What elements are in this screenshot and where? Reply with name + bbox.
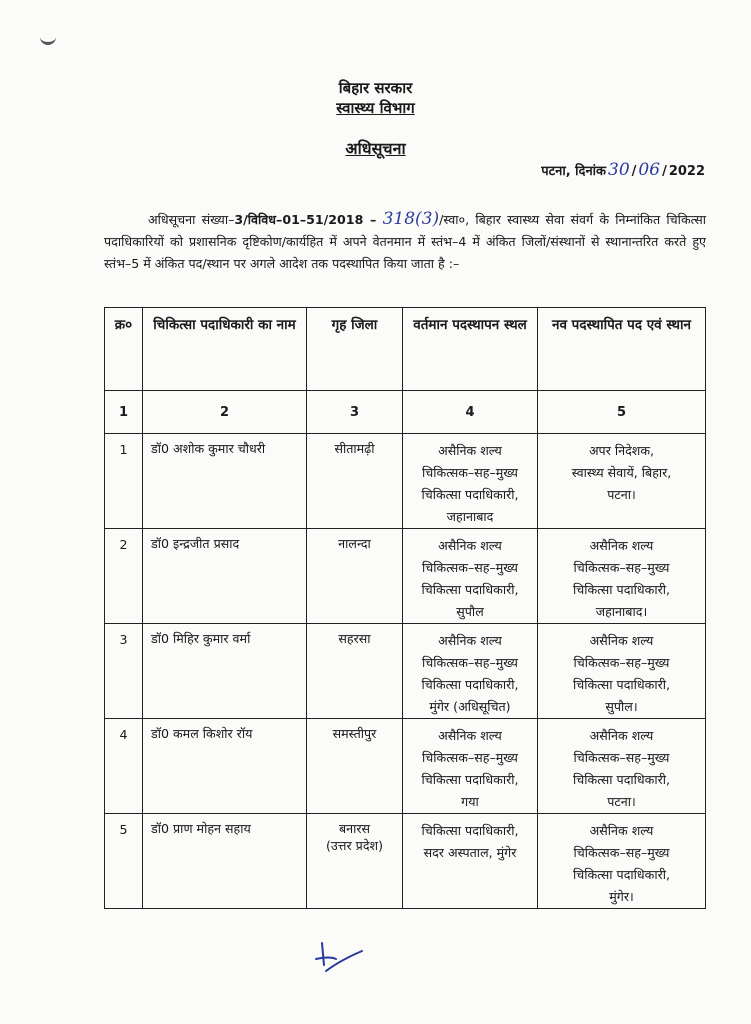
transfer-table [104, 307, 706, 909]
col-number: 1 [105, 391, 143, 434]
cell-new-posting-line: असैनिक शल्य [589, 633, 654, 648]
col-number: 4 [403, 391, 538, 434]
cell-new-posting-line: मुंगेर। [609, 889, 634, 904]
cell-current-posting [403, 624, 538, 719]
handwritten-number: 318(3) [382, 209, 440, 229]
cell-current-posting-line: सुपौल [456, 604, 484, 619]
header-sn: क्र० [105, 308, 143, 391]
ink-blot [40, 30, 56, 45]
date-day: 30 [608, 160, 630, 180]
dept-title: स्वास्थ्य विभाग [336, 99, 415, 117]
cell-home-district [307, 624, 403, 719]
cell-current-posting-line: चिकित्सक–सह–मुख्य [422, 560, 518, 575]
cell-current-posting [403, 529, 538, 624]
cell-current-posting-line: असैनिक शल्य [438, 728, 502, 743]
cell-sn: 5 [105, 814, 143, 909]
notice-number: 3/विविध–01–51/2018 – [234, 212, 377, 227]
col-number: 2 [143, 391, 307, 434]
cell-current-posting-line: मुंगेर (अधिसूचित) [429, 699, 511, 714]
table-header-row [105, 308, 706, 391]
table-row [105, 719, 706, 814]
cell-new-posting-line: असैनिक शल्य [589, 823, 654, 838]
cell-new-posting-line: सुपौल। [605, 699, 638, 714]
cell-home-district-line: बनारस [338, 821, 371, 836]
cell-new-posting [538, 434, 706, 529]
cell-home-district-line: समस्तीपुर [332, 726, 377, 741]
cell-sn: 1 [105, 434, 143, 529]
cell-officer-name: डॉ0 मिहिर कुमार वर्मा [143, 624, 307, 719]
cell-new-posting-line: चिकित्सक–सह–मुख्य [573, 750, 670, 765]
date-place: पटना, दिनांक [541, 164, 607, 179]
cell-officer-name: डॉ0 अशोक कुमार चौधरी [143, 434, 307, 529]
cell-current-posting-line: चिकित्सा पदाधिकारी, [421, 582, 519, 597]
date-month: 06 [638, 160, 661, 180]
header-name: चिकित्सा पदाधिकारी का नाम [143, 308, 307, 391]
cell-officer-name: डॉ0 प्राण मोहन सहाय [143, 814, 307, 909]
cell-home-district [307, 529, 403, 624]
cell-new-posting-line: चिकित्सक–सह–मुख्य [573, 655, 670, 670]
table-row [105, 624, 706, 719]
cell-current-posting-line: चिकित्सा पदाधिकारी, [421, 823, 519, 838]
cell-home-district [307, 719, 403, 814]
cell-home-district-line: सीतामढ़ी [334, 441, 375, 456]
cell-new-posting [538, 719, 706, 814]
cell-home-district [307, 814, 403, 909]
signature-mark [310, 935, 370, 990]
cell-current-posting-line: जहानाबाद [446, 509, 494, 524]
cell-current-posting [403, 719, 538, 814]
cell-current-posting-line: सदर अस्पताल, मुंगेर [423, 845, 517, 860]
notice-prefix: अधिसूचना संख्या– [148, 212, 235, 227]
cell-current-posting-line: चिकित्सक–सह–मुख्य [422, 655, 518, 670]
table-row [105, 529, 706, 624]
cell-new-posting [538, 814, 706, 909]
cell-new-posting-line: जहानाबाद। [595, 604, 648, 619]
cell-current-posting-line: असैनिक शल्य [438, 633, 502, 648]
cell-new-posting-line: अपर निदेशक, [588, 443, 655, 458]
cell-new-posting-line: असैनिक शल्य [589, 728, 654, 743]
cell-home-district-line: नालन्दा [338, 536, 371, 551]
cell-officer-name: डॉ0 कमल किशोर रॉय [143, 719, 307, 814]
cell-sn: 2 [105, 529, 143, 624]
cell-current-posting-line: चिकित्सक–सह–मुख्य [422, 750, 518, 765]
cell-current-posting-line: असैनिक शल्य [438, 538, 502, 553]
cell-current-posting-line: चिकित्सा पदाधिकारी, [421, 772, 519, 787]
cell-new-posting [538, 529, 706, 624]
header-new-posting: नव पदस्थापित पद एवं स्थान [538, 308, 706, 391]
col-number: 3 [307, 391, 403, 434]
notice-paragraph [104, 208, 706, 275]
cell-current-posting-line: असैनिक शल्य [438, 443, 502, 458]
table-row [105, 814, 706, 909]
cell-new-posting-line: चिकित्सा पदाधिकारी, [572, 677, 671, 692]
date-year: 2022 [668, 164, 705, 179]
cell-current-posting [403, 434, 538, 529]
dateline: पटना, दिनांक 30 / 06 / 2022 [541, 160, 705, 180]
header-home-district: गृह जिला [307, 308, 403, 391]
cell-home-district-line: (उत्तर प्रदेश) [325, 838, 383, 853]
col-number: 5 [538, 391, 706, 434]
cell-new-posting-line: चिकित्सा पदाधिकारी, [572, 772, 671, 787]
cell-new-posting-line: चिकित्सक–सह–मुख्य [573, 560, 670, 575]
notice-body: बिहार स्वास्थ्य सेवा संवर्ग के निम्नांकित चिकित्सा पदाधिकारियों को प्रशासनिक दृष्टिकोण/कार्यहित में अपने वेतनमान में स्तंभ–4 में अंकित जिलों/संस्थानों से स्थानान्तरित करते हुए स्तंभ–5 में अंकित पद/स्थान पर अगले आदेश तक पदस्थापित किया जाता है :– [104, 212, 706, 271]
cell-new-posting-line: स्वास्थ्य सेवायें, बिहार, [571, 465, 672, 480]
cell-new-posting-line: असैनिक शल्य [589, 538, 654, 553]
header-current-posting: वर्तमान पदस्थापन स्थल [403, 308, 538, 391]
cell-new-posting-line: चिकित्सा पदाधिकारी, [572, 867, 671, 882]
cell-new-posting [538, 624, 706, 719]
cell-sn: 4 [105, 719, 143, 814]
cell-officer-name: डॉ0 इन्द्रजीत प्रसाद [143, 529, 307, 624]
cell-current-posting-line: चिकित्सा पदाधिकारी, [421, 677, 519, 692]
cell-sn: 3 [105, 624, 143, 719]
govt-title: बिहार सरकार [338, 79, 413, 97]
cell-current-posting-line: गया [461, 794, 479, 809]
cell-home-district [307, 434, 403, 529]
cell-new-posting-line: पटना। [607, 794, 636, 809]
cell-current-posting-line: चिकित्सा पदाधिकारी, [421, 487, 519, 502]
doc-type-title: अधिसूचना [345, 139, 406, 158]
notice-suffix: /स्वा०, [439, 212, 470, 227]
cell-current-posting [403, 814, 538, 909]
column-number-row [105, 391, 706, 434]
cell-home-district-line: सहरसा [338, 631, 371, 646]
cell-new-posting-line: चिकित्सक–सह–मुख्य [573, 845, 670, 860]
cell-current-posting-line: चिकित्सक–सह–मुख्य [422, 465, 518, 480]
cell-new-posting-line: चिकित्सा पदाधिकारी, [572, 582, 671, 597]
table-row [105, 434, 706, 529]
cell-new-posting-line: पटना। [607, 487, 636, 502]
